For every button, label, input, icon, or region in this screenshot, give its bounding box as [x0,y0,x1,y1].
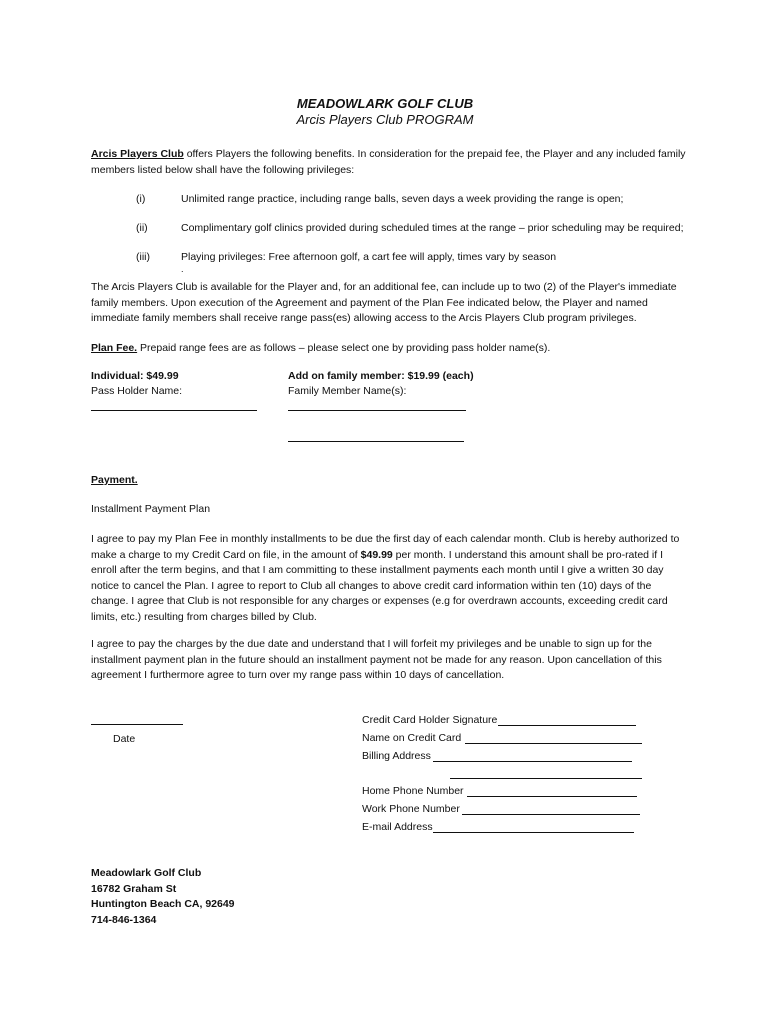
plan-fee-text: Prepaid range fees are as follows – please select one by providing pass holder name(s). [137,342,551,354]
family-member-name-line-2[interactable] [288,441,464,442]
date-line[interactable] [91,724,183,725]
availability-paragraph: The Arcis Players Club is available for the Player and, for an additional fee, can include up to two (2) of the Player's immediate family members. Upon execution of the Agreement and payment of the Plan Fee indicated below, the Player and named immediate family members shall receive range pass(es) allowing access to the Arcis Players Club program privileges. [91,281,677,324]
work-phone-label: Work Phone Number [362,803,460,815]
installment-paragraph [91,532,683,625]
family-member-label: Family Member Name(s): [288,385,407,397]
payment-heading: Payment. [91,474,138,486]
club-phone: 714-846-1364 [91,913,157,926]
monthly-amount: $49.99 [360,548,393,561]
privilege-number: (iii) [136,251,150,263]
page-title: MEADOWLARK GOLF CLUB [296,96,474,111]
club-name-line: Meadowlark Golf Club [91,867,202,879]
privilege-text: Complimentary golf clinics provided during scheduled times at the range – prior scheduling may be required; [181,222,684,234]
card-holder-signature-line[interactable] [498,725,636,726]
pass-holder-name-line[interactable] [91,410,257,411]
date-label: Date [113,733,136,745]
email-label: E-mail Address [362,821,433,833]
privilege-text: Playing privileges: Free afternoon golf, a cart fee will apply, times vary by season [181,251,557,263]
card-holder-signature-label: Credit Card Holder Signature [362,714,498,726]
home-phone-line[interactable] [467,796,637,797]
family-member-name-line-1[interactable] [288,410,466,411]
intro-paragraph [91,147,691,178]
individual-label: Individual: $49.99 [91,370,179,382]
billing-address-label: Billing Address [362,750,431,762]
installment-plan-label: Installment Payment Plan [91,503,211,515]
email-line[interactable] [433,832,634,833]
name-on-card-line[interactable] [465,743,642,744]
plan-fee-label: Plan Fee. [91,342,138,354]
club-address-block [91,866,235,928]
pass-holder-label: Pass Holder Name: [91,385,183,397]
club-street: 16782 Graham St [91,882,177,895]
family-label: Add on family member: $19.99 (each) [288,370,474,382]
installment-text-b: per month. I understand this amount shall be pro-rated if I enroll after the term begins, and that I am committing to these installment payments each month until I give a written 30 day notice to cancel the Plan. I agree to report to Club all changes to above credit card information within ten (10) days of the change. I agree that Club is not responsible for any charges or expenses (e.g for overdrawn accounts, exceeding credit card limits, etc.) resulting from charges billed by Club. [91,548,668,623]
club-name: Arcis Players Club [91,148,184,160]
page-subtitle: Arcis Players Club PROGRAM [296,112,474,127]
privilege-number: (ii) [136,222,148,234]
billing-address-line-2[interactable] [450,778,642,779]
home-phone-label: Home Phone Number [362,785,464,797]
name-on-card-label: Name on Credit Card [362,732,462,744]
privilege-text: Unlimited range practice, including range balls, seven days a week providing the range is open; [181,193,624,205]
installment-text-a: I agree to pay my Plan Fee in monthly installments to be due the first day of each calendar month. Club is hereby authorized to make a charge to my Credit Card on file, in the amount of [91,533,680,561]
plan-fee-paragraph [91,341,691,357]
privilege-number: (i) [136,193,146,205]
intro-text: offers Players the following benefits. In consideration for the prepaid fee, the Player and any included family members listed below shall have the following privileges: [91,148,686,176]
forfeit-paragraph: I agree to pay the charges by the due date and understand that I will forfeit my privileges and be unable to sign up for the installment payment plan in the future should an installment payment not be made for any reason. Upon cancellation of this agreement I furthermore agree to turn over my range pass within 10 days of cancellation. [91,638,662,681]
billing-address-line-1[interactable] [433,761,632,762]
work-phone-line[interactable] [462,814,640,815]
stray-dot: . [181,264,184,274]
club-city: Huntington Beach CA, 92649 [91,898,235,910]
